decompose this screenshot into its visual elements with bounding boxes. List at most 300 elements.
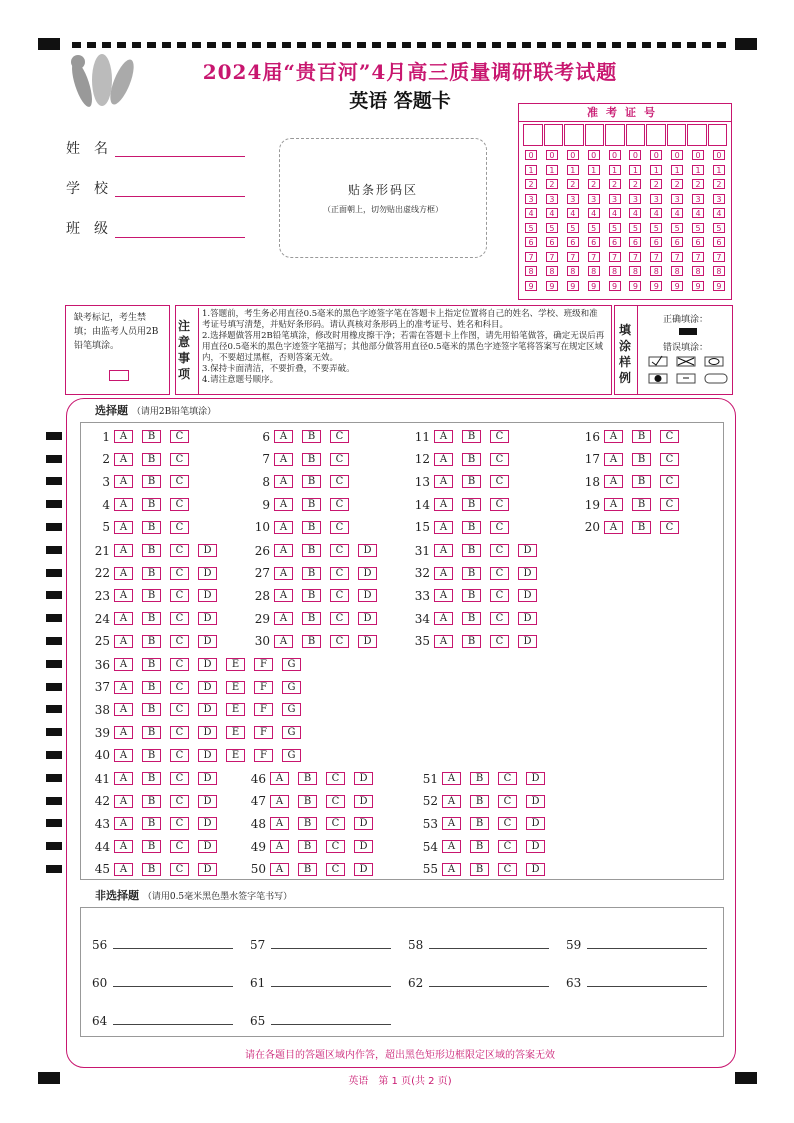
- answer-bubble[interactable]: A: [114, 795, 133, 808]
- answer-bubble[interactable]: A: [434, 453, 453, 466]
- answer-bubble[interactable]: B: [298, 840, 317, 853]
- answer-bubble[interactable]: A: [274, 544, 293, 557]
- answer-bubble[interactable]: A: [442, 772, 461, 785]
- admission-digit-bubble[interactable]: 5: [692, 223, 704, 233]
- answer-bubble[interactable]: B: [462, 544, 481, 557]
- answer-bubble[interactable]: B: [462, 430, 481, 443]
- answer-bubble[interactable]: D: [198, 863, 217, 876]
- answer-bubble[interactable]: A: [114, 772, 133, 785]
- admission-digit-bubble[interactable]: 0: [713, 150, 725, 160]
- answer-bubble[interactable]: B: [298, 772, 317, 785]
- fill-in-line[interactable]: [587, 986, 707, 987]
- class-field[interactable]: [115, 237, 245, 238]
- admission-digit-bubble[interactable]: 8: [567, 266, 579, 276]
- admission-digit-bubble[interactable]: 9: [525, 281, 537, 291]
- answer-bubble[interactable]: D: [518, 567, 537, 580]
- answer-bubble[interactable]: C: [330, 589, 349, 602]
- answer-bubble[interactable]: C: [490, 430, 509, 443]
- answer-bubble[interactable]: E: [226, 681, 245, 694]
- admission-digit-bubble[interactable]: 4: [692, 208, 704, 218]
- answer-bubble[interactable]: A: [114, 567, 133, 580]
- answer-bubble[interactable]: B: [298, 863, 317, 876]
- answer-bubble[interactable]: A: [274, 521, 293, 534]
- admission-digit-bubble[interactable]: 8: [609, 266, 621, 276]
- answer-bubble[interactable]: C: [326, 795, 345, 808]
- fill-in-line[interactable]: [271, 948, 391, 949]
- answer-bubble[interactable]: C: [170, 749, 189, 762]
- answer-bubble[interactable]: A: [114, 430, 133, 443]
- fill-in-line[interactable]: [429, 986, 549, 987]
- answer-bubble[interactable]: C: [490, 612, 509, 625]
- answer-bubble[interactable]: D: [358, 635, 377, 648]
- answer-bubble[interactable]: B: [302, 612, 321, 625]
- answer-bubble[interactable]: A: [274, 589, 293, 602]
- answer-bubble[interactable]: D: [354, 772, 373, 785]
- answer-bubble[interactable]: B: [298, 817, 317, 830]
- admission-digit-bubble[interactable]: 9: [546, 281, 558, 291]
- answer-bubble[interactable]: C: [170, 544, 189, 557]
- admission-digit-bubble[interactable]: 3: [713, 194, 725, 204]
- admission-digit-bubble[interactable]: 6: [629, 237, 641, 247]
- admission-digit-bubble[interactable]: 1: [609, 165, 621, 175]
- answer-bubble[interactable]: B: [142, 635, 161, 648]
- answer-bubble[interactable]: B: [462, 475, 481, 488]
- answer-bubble[interactable]: D: [198, 681, 217, 694]
- admission-digit-bubble[interactable]: 9: [588, 281, 600, 291]
- answer-bubble[interactable]: A: [434, 612, 453, 625]
- answer-bubble[interactable]: C: [498, 772, 517, 785]
- admission-digit-bubble[interactable]: 4: [609, 208, 621, 218]
- answer-bubble[interactable]: B: [302, 453, 321, 466]
- admission-digit-bubble[interactable]: 2: [609, 179, 621, 189]
- answer-bubble[interactable]: C: [170, 567, 189, 580]
- admission-digit-bubble[interactable]: 6: [567, 237, 579, 247]
- admission-digit-bubble[interactable]: 2: [525, 179, 537, 189]
- answer-bubble[interactable]: A: [434, 635, 453, 648]
- admission-digit-bubble[interactable]: 6: [713, 237, 725, 247]
- answer-bubble[interactable]: A: [114, 544, 133, 557]
- answer-bubble[interactable]: C: [330, 521, 349, 534]
- admission-digit-bubble[interactable]: 4: [588, 208, 600, 218]
- answer-bubble[interactable]: A: [114, 589, 133, 602]
- admission-digit-bubble[interactable]: 5: [525, 223, 537, 233]
- answer-bubble[interactable]: A: [114, 703, 133, 716]
- answer-bubble[interactable]: A: [114, 817, 133, 830]
- admission-digit-box[interactable]: [646, 124, 666, 146]
- answer-bubble[interactable]: B: [142, 703, 161, 716]
- answer-bubble[interactable]: C: [170, 817, 189, 830]
- answer-bubble[interactable]: C: [330, 635, 349, 648]
- answer-bubble[interactable]: A: [442, 863, 461, 876]
- admission-digit-bubble[interactable]: 1: [692, 165, 704, 175]
- answer-bubble[interactable]: D: [354, 863, 373, 876]
- answer-bubble[interactable]: C: [498, 863, 517, 876]
- admission-digit-bubble[interactable]: 8: [629, 266, 641, 276]
- answer-bubble[interactable]: C: [330, 498, 349, 511]
- fill-in-line[interactable]: [113, 1024, 233, 1025]
- answer-bubble[interactable]: D: [518, 544, 537, 557]
- admission-digit-bubble[interactable]: 2: [650, 179, 662, 189]
- answer-bubble[interactable]: C: [660, 475, 679, 488]
- answer-bubble[interactable]: B: [142, 475, 161, 488]
- admission-digit-bubble[interactable]: 5: [588, 223, 600, 233]
- answer-bubble[interactable]: A: [274, 453, 293, 466]
- answer-bubble[interactable]: B: [142, 863, 161, 876]
- answer-bubble[interactable]: D: [358, 544, 377, 557]
- answer-bubble[interactable]: A: [114, 840, 133, 853]
- answer-bubble[interactable]: D: [526, 772, 545, 785]
- answer-bubble[interactable]: G: [282, 658, 301, 671]
- fill-in-line[interactable]: [113, 986, 233, 987]
- answer-bubble[interactable]: G: [282, 749, 301, 762]
- admission-digit-bubble[interactable]: 9: [629, 281, 641, 291]
- answer-bubble[interactable]: B: [462, 498, 481, 511]
- admission-digit-bubble[interactable]: 5: [650, 223, 662, 233]
- admission-digit-box[interactable]: [605, 124, 625, 146]
- admission-digit-bubble[interactable]: 1: [588, 165, 600, 175]
- answer-bubble[interactable]: D: [358, 567, 377, 580]
- admission-digit-box[interactable]: [626, 124, 646, 146]
- admission-digit-bubble[interactable]: 4: [629, 208, 641, 218]
- fill-in-line[interactable]: [587, 948, 707, 949]
- admission-digit-bubble[interactable]: 8: [671, 266, 683, 276]
- answer-bubble[interactable]: G: [282, 726, 301, 739]
- answer-bubble[interactable]: C: [490, 567, 509, 580]
- admission-digit-bubble[interactable]: 7: [692, 252, 704, 262]
- answer-bubble[interactable]: A: [604, 521, 623, 534]
- admission-digit-bubble[interactable]: 9: [671, 281, 683, 291]
- answer-bubble[interactable]: A: [604, 475, 623, 488]
- answer-bubble[interactable]: C: [170, 658, 189, 671]
- admission-digit-bubble[interactable]: 6: [609, 237, 621, 247]
- fill-in-line[interactable]: [271, 986, 391, 987]
- answer-bubble[interactable]: B: [302, 521, 321, 534]
- barcode-area[interactable]: [279, 138, 487, 258]
- admission-digit-bubble[interactable]: 5: [546, 223, 558, 233]
- admission-digit-bubble[interactable]: 3: [525, 194, 537, 204]
- answer-bubble[interactable]: B: [462, 521, 481, 534]
- answer-bubble[interactable]: B: [142, 726, 161, 739]
- admission-digit-bubble[interactable]: 7: [609, 252, 621, 262]
- school-field[interactable]: [115, 196, 245, 197]
- answer-bubble[interactable]: D: [354, 795, 373, 808]
- admission-digit-box[interactable]: [523, 124, 543, 146]
- answer-bubble[interactable]: C: [490, 498, 509, 511]
- answer-bubble[interactable]: B: [302, 498, 321, 511]
- answer-bubble[interactable]: F: [254, 681, 273, 694]
- answer-bubble[interactable]: A: [274, 612, 293, 625]
- admission-digit-bubble[interactable]: 3: [546, 194, 558, 204]
- answer-bubble[interactable]: D: [526, 840, 545, 853]
- answer-bubble[interactable]: B: [302, 475, 321, 488]
- answer-bubble[interactable]: D: [354, 817, 373, 830]
- answer-bubble[interactable]: D: [198, 567, 217, 580]
- admission-digit-bubble[interactable]: 5: [609, 223, 621, 233]
- admission-digit-bubble[interactable]: 7: [650, 252, 662, 262]
- admission-digit-bubble[interactable]: 2: [567, 179, 579, 189]
- answer-bubble[interactable]: B: [302, 567, 321, 580]
- admission-digit-bubble[interactable]: 7: [525, 252, 537, 262]
- answer-bubble[interactable]: B: [142, 521, 161, 534]
- admission-digit-bubble[interactable]: 5: [713, 223, 725, 233]
- answer-bubble[interactable]: B: [302, 544, 321, 557]
- admission-digit-bubble[interactable]: 7: [671, 252, 683, 262]
- answer-bubble[interactable]: B: [142, 772, 161, 785]
- answer-bubble[interactable]: C: [326, 863, 345, 876]
- admission-digit-bubble[interactable]: 7: [588, 252, 600, 262]
- answer-bubble[interactable]: D: [526, 863, 545, 876]
- answer-bubble[interactable]: E: [226, 726, 245, 739]
- answer-bubble[interactable]: A: [274, 430, 293, 443]
- answer-bubble[interactable]: B: [142, 681, 161, 694]
- answer-bubble[interactable]: D: [526, 795, 545, 808]
- answer-bubble[interactable]: D: [198, 795, 217, 808]
- answer-bubble[interactable]: D: [198, 612, 217, 625]
- admission-digit-bubble[interactable]: 0: [692, 150, 704, 160]
- answer-bubble[interactable]: B: [302, 589, 321, 602]
- answer-bubble[interactable]: C: [330, 612, 349, 625]
- absent-mark-checkbox[interactable]: [109, 370, 129, 381]
- admission-digit-box[interactable]: [667, 124, 687, 146]
- admission-digit-bubble[interactable]: 8: [525, 266, 537, 276]
- admission-digit-bubble[interactable]: 1: [567, 165, 579, 175]
- answer-bubble[interactable]: B: [470, 795, 489, 808]
- answer-bubble[interactable]: B: [302, 430, 321, 443]
- name-field[interactable]: [115, 156, 245, 157]
- answer-bubble[interactable]: D: [198, 772, 217, 785]
- answer-bubble[interactable]: E: [226, 658, 245, 671]
- admission-digit-bubble[interactable]: 2: [588, 179, 600, 189]
- answer-bubble[interactable]: A: [604, 453, 623, 466]
- admission-digit-bubble[interactable]: 4: [567, 208, 579, 218]
- admission-digit-bubble[interactable]: 6: [650, 237, 662, 247]
- answer-bubble[interactable]: B: [142, 749, 161, 762]
- answer-bubble[interactable]: C: [498, 817, 517, 830]
- admission-digit-box[interactable]: [585, 124, 605, 146]
- admission-digit-bubble[interactable]: 1: [650, 165, 662, 175]
- admission-digit-box[interactable]: [687, 124, 707, 146]
- answer-bubble[interactable]: C: [498, 795, 517, 808]
- answer-bubble[interactable]: A: [114, 681, 133, 694]
- admission-digit-bubble[interactable]: 9: [609, 281, 621, 291]
- answer-bubble[interactable]: C: [490, 544, 509, 557]
- answer-bubble[interactable]: C: [170, 703, 189, 716]
- admission-digit-bubble[interactable]: 0: [650, 150, 662, 160]
- answer-bubble[interactable]: E: [226, 749, 245, 762]
- admission-digit-bubble[interactable]: 0: [525, 150, 537, 160]
- answer-bubble[interactable]: B: [298, 795, 317, 808]
- answer-bubble[interactable]: D: [198, 726, 217, 739]
- answer-bubble[interactable]: C: [330, 453, 349, 466]
- answer-bubble[interactable]: C: [170, 726, 189, 739]
- admission-digit-bubble[interactable]: 0: [567, 150, 579, 160]
- admission-digit-box[interactable]: [564, 124, 584, 146]
- fill-in-line[interactable]: [271, 1024, 391, 1025]
- admission-digit-bubble[interactable]: 3: [567, 194, 579, 204]
- answer-bubble[interactable]: A: [442, 795, 461, 808]
- admission-digit-bubble[interactable]: 8: [546, 266, 558, 276]
- answer-bubble[interactable]: C: [660, 498, 679, 511]
- answer-bubble[interactable]: A: [434, 430, 453, 443]
- answer-bubble[interactable]: A: [604, 430, 623, 443]
- answer-bubble[interactable]: B: [142, 612, 161, 625]
- answer-bubble[interactable]: B: [142, 658, 161, 671]
- answer-bubble[interactable]: C: [330, 475, 349, 488]
- admission-digit-bubble[interactable]: 4: [546, 208, 558, 218]
- answer-bubble[interactable]: C: [330, 567, 349, 580]
- admission-digit-bubble[interactable]: 6: [546, 237, 558, 247]
- admission-digit-bubble[interactable]: 7: [713, 252, 725, 262]
- fill-in-line[interactable]: [429, 948, 549, 949]
- answer-bubble[interactable]: C: [660, 430, 679, 443]
- answer-bubble[interactable]: C: [170, 635, 189, 648]
- admission-digit-bubble[interactable]: 6: [671, 237, 683, 247]
- admission-digit-bubble[interactable]: 1: [525, 165, 537, 175]
- admission-digit-bubble[interactable]: 3: [629, 194, 641, 204]
- answer-bubble[interactable]: A: [434, 521, 453, 534]
- answer-bubble[interactable]: F: [254, 658, 273, 671]
- answer-bubble[interactable]: A: [270, 817, 289, 830]
- answer-bubble[interactable]: C: [490, 635, 509, 648]
- answer-bubble[interactable]: C: [326, 772, 345, 785]
- admission-digit-bubble[interactable]: 9: [713, 281, 725, 291]
- answer-bubble[interactable]: B: [470, 863, 489, 876]
- answer-bubble[interactable]: C: [490, 521, 509, 534]
- answer-bubble[interactable]: C: [498, 840, 517, 853]
- answer-bubble[interactable]: D: [526, 817, 545, 830]
- admission-digit-bubble[interactable]: 0: [629, 150, 641, 160]
- answer-bubble[interactable]: G: [282, 703, 301, 716]
- answer-bubble[interactable]: B: [142, 498, 161, 511]
- admission-digit-bubble[interactable]: 2: [546, 179, 558, 189]
- answer-bubble[interactable]: C: [170, 453, 189, 466]
- admission-digit-bubble[interactable]: 3: [650, 194, 662, 204]
- answer-bubble[interactable]: B: [142, 840, 161, 853]
- answer-bubble[interactable]: A: [274, 498, 293, 511]
- answer-bubble[interactable]: G: [282, 681, 301, 694]
- answer-bubble[interactable]: C: [490, 453, 509, 466]
- answer-bubble[interactable]: A: [270, 840, 289, 853]
- answer-bubble[interactable]: B: [142, 795, 161, 808]
- admission-digit-bubble[interactable]: 6: [692, 237, 704, 247]
- admission-digit-bubble[interactable]: 1: [671, 165, 683, 175]
- admission-digit-bubble[interactable]: 0: [546, 150, 558, 160]
- admission-digit-bubble[interactable]: 4: [650, 208, 662, 218]
- answer-bubble[interactable]: B: [632, 453, 651, 466]
- admission-digit-bubble[interactable]: 3: [671, 194, 683, 204]
- answer-bubble[interactable]: F: [254, 703, 273, 716]
- answer-bubble[interactable]: C: [170, 681, 189, 694]
- admission-digit-bubble[interactable]: 8: [650, 266, 662, 276]
- answer-bubble[interactable]: D: [358, 589, 377, 602]
- answer-bubble[interactable]: D: [198, 840, 217, 853]
- answer-bubble[interactable]: B: [142, 589, 161, 602]
- answer-bubble[interactable]: A: [434, 544, 453, 557]
- answer-bubble[interactable]: D: [198, 817, 217, 830]
- answer-bubble[interactable]: B: [462, 635, 481, 648]
- answer-bubble[interactable]: C: [660, 453, 679, 466]
- answer-bubble[interactable]: A: [434, 567, 453, 580]
- admission-digit-bubble[interactable]: 2: [671, 179, 683, 189]
- answer-bubble[interactable]: D: [198, 635, 217, 648]
- admission-digit-bubble[interactable]: 5: [567, 223, 579, 233]
- answer-bubble[interactable]: C: [170, 521, 189, 534]
- admission-digit-bubble[interactable]: 4: [671, 208, 683, 218]
- admission-digit-bubble[interactable]: 7: [629, 252, 641, 262]
- answer-bubble[interactable]: C: [170, 498, 189, 511]
- answer-bubble[interactable]: C: [170, 795, 189, 808]
- answer-bubble[interactable]: A: [434, 589, 453, 602]
- answer-bubble[interactable]: B: [632, 521, 651, 534]
- admission-digit-bubble[interactable]: 1: [629, 165, 641, 175]
- answer-bubble[interactable]: C: [170, 612, 189, 625]
- answer-bubble[interactable]: B: [462, 567, 481, 580]
- answer-bubble[interactable]: D: [518, 612, 537, 625]
- answer-bubble[interactable]: B: [142, 453, 161, 466]
- admission-digit-bubble[interactable]: 3: [588, 194, 600, 204]
- admission-digit-bubble[interactable]: 9: [692, 281, 704, 291]
- answer-bubble[interactable]: B: [302, 635, 321, 648]
- answer-bubble[interactable]: A: [434, 498, 453, 511]
- answer-bubble[interactable]: C: [490, 589, 509, 602]
- answer-bubble[interactable]: A: [442, 840, 461, 853]
- answer-bubble[interactable]: B: [632, 430, 651, 443]
- admission-digit-bubble[interactable]: 8: [692, 266, 704, 276]
- admission-digit-bubble[interactable]: 5: [671, 223, 683, 233]
- admission-digit-bubble[interactable]: 9: [650, 281, 662, 291]
- admission-digit-bubble[interactable]: 2: [692, 179, 704, 189]
- admission-digit-bubble[interactable]: 1: [546, 165, 558, 175]
- admission-digit-bubble[interactable]: 0: [588, 150, 600, 160]
- answer-bubble[interactable]: A: [114, 453, 133, 466]
- answer-bubble[interactable]: A: [114, 521, 133, 534]
- admission-digit-box[interactable]: [544, 124, 564, 146]
- answer-bubble[interactable]: A: [114, 863, 133, 876]
- answer-bubble[interactable]: D: [198, 589, 217, 602]
- admission-digit-bubble[interactable]: 6: [525, 237, 537, 247]
- answer-bubble[interactable]: C: [660, 521, 679, 534]
- admission-digit-bubble[interactable]: 0: [609, 150, 621, 160]
- fill-in-line[interactable]: [113, 948, 233, 949]
- answer-bubble[interactable]: C: [170, 589, 189, 602]
- answer-bubble[interactable]: B: [142, 817, 161, 830]
- answer-bubble[interactable]: C: [330, 544, 349, 557]
- answer-bubble[interactable]: A: [270, 795, 289, 808]
- answer-bubble[interactable]: B: [632, 498, 651, 511]
- answer-bubble[interactable]: D: [198, 703, 217, 716]
- answer-bubble[interactable]: B: [470, 772, 489, 785]
- answer-bubble[interactable]: B: [462, 589, 481, 602]
- admission-digit-bubble[interactable]: 7: [546, 252, 558, 262]
- admission-digit-bubble[interactable]: 0: [671, 150, 683, 160]
- admission-digit-box[interactable]: [708, 124, 728, 146]
- admission-digit-bubble[interactable]: 4: [525, 208, 537, 218]
- answer-bubble[interactable]: D: [198, 544, 217, 557]
- admission-digit-bubble[interactable]: 8: [713, 266, 725, 276]
- answer-bubble[interactable]: A: [442, 817, 461, 830]
- answer-bubble[interactable]: B: [470, 817, 489, 830]
- answer-bubble[interactable]: A: [270, 772, 289, 785]
- answer-bubble[interactable]: E: [226, 703, 245, 716]
- answer-bubble[interactable]: A: [114, 635, 133, 648]
- answer-bubble[interactable]: C: [170, 863, 189, 876]
- admission-digit-bubble[interactable]: 3: [692, 194, 704, 204]
- admission-digit-bubble[interactable]: 5: [629, 223, 641, 233]
- answer-bubble[interactable]: B: [470, 840, 489, 853]
- answer-bubble[interactable]: A: [114, 658, 133, 671]
- answer-bubble[interactable]: A: [604, 498, 623, 511]
- answer-bubble[interactable]: D: [358, 612, 377, 625]
